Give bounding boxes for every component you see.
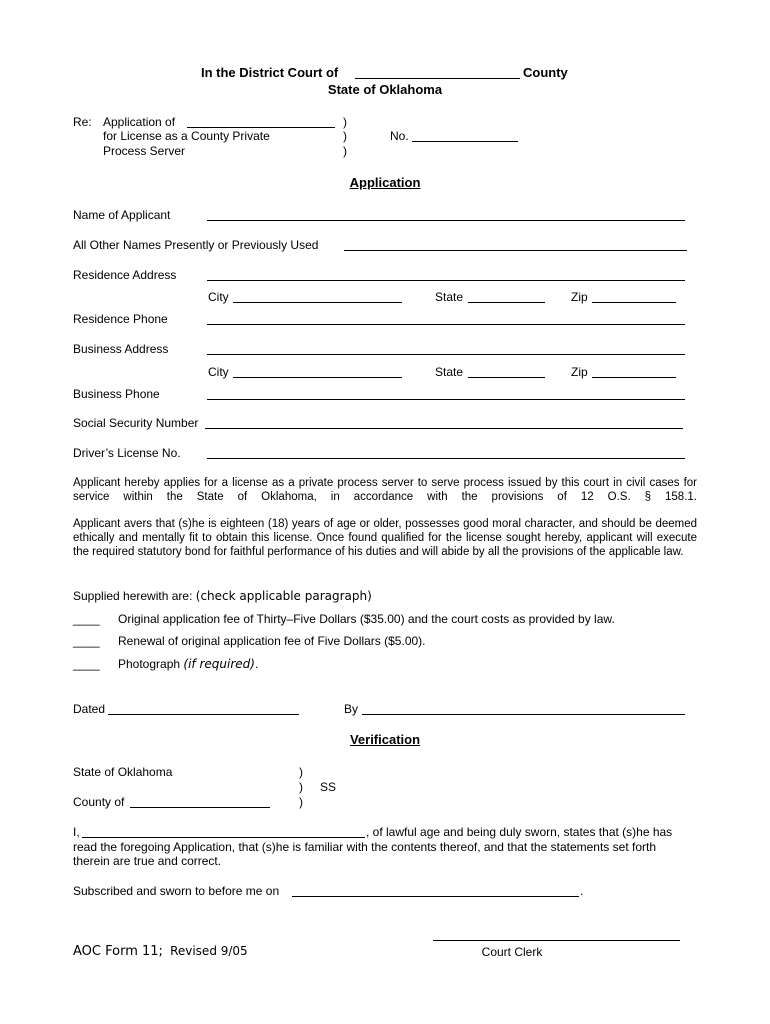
verification-paren-1: ) xyxy=(299,765,303,779)
other-names-field[interactable] xyxy=(344,250,687,251)
by-signature-field[interactable] xyxy=(362,714,685,715)
residence-address-label: Residence Address xyxy=(73,268,177,282)
affiant-statement-3: therein are true and correct. xyxy=(73,854,222,868)
re-for-license: for License as a County Private xyxy=(103,129,270,143)
affiant-name-field[interactable] xyxy=(82,837,365,838)
affiant-i-label: I, xyxy=(73,825,80,839)
drivers-license-label: Driver’s License No. xyxy=(73,446,181,460)
option-2-blank[interactable]: ____ xyxy=(73,634,100,648)
re-paren-2: ) xyxy=(343,129,347,143)
residence-address-field[interactable] xyxy=(207,280,685,281)
verification-paren-2: ) xyxy=(299,780,303,794)
business-address-field[interactable] xyxy=(207,354,685,355)
residence-city-field[interactable] xyxy=(233,302,402,303)
residence-city-label: City xyxy=(208,290,229,304)
supplied-note: (check applicable paragraph) xyxy=(195,589,372,603)
application-title: Application xyxy=(349,175,421,190)
business-address-label: Business Address xyxy=(73,342,169,356)
residence-phone-label: Residence Phone xyxy=(73,312,168,326)
verification-paren-3: ) xyxy=(299,795,303,809)
residence-state-label: State xyxy=(435,290,464,304)
business-state-label: State xyxy=(435,365,464,379)
court-clerk-label: Court Clerk xyxy=(481,945,543,959)
case-number-label: No. xyxy=(390,129,409,143)
residence-phone-field[interactable] xyxy=(207,324,685,325)
subscribed-end: . xyxy=(580,884,584,898)
business-city-field[interactable] xyxy=(233,377,402,378)
name-field[interactable] xyxy=(207,220,685,221)
ssn-label: Social Security Number xyxy=(73,416,199,430)
re-label: Re: xyxy=(73,115,92,129)
supplied-label xyxy=(73,589,372,603)
state-title: State of Oklahoma xyxy=(327,82,443,97)
re-paren-3: ) xyxy=(343,144,347,158)
subscribed-label: Subscribed and sworn to before me on xyxy=(73,884,280,898)
by-label: By xyxy=(344,702,359,716)
form-id xyxy=(73,944,248,959)
court-clerk-signature-line[interactable] xyxy=(433,940,680,941)
business-phone-field[interactable] xyxy=(207,399,685,400)
re-application-of: Application of xyxy=(103,115,176,129)
verification-state-label: State of Oklahoma xyxy=(73,765,173,779)
residence-state-field[interactable] xyxy=(468,302,545,303)
business-zip-label: Zip xyxy=(571,365,588,379)
option-3-label: Photograph xyxy=(118,657,181,671)
re-paren-1: ) xyxy=(343,115,347,129)
form-revised: Revised 9/05 xyxy=(170,944,248,958)
business-zip-field[interactable] xyxy=(592,377,676,378)
affiant-statement-2: read the foregoing Application, that (s)he is familiar with the contents thereof, and that the statements set forth xyxy=(73,840,656,854)
business-phone-label: Business Phone xyxy=(73,387,160,401)
residence-zip-field[interactable] xyxy=(592,302,676,303)
dated-field[interactable] xyxy=(108,714,299,715)
dated-label: Dated xyxy=(73,702,106,716)
court-title-suffix: County xyxy=(523,65,568,80)
ssn-field[interactable] xyxy=(205,428,683,429)
verification-title: Verification xyxy=(349,732,421,747)
drivers-license-field[interactable] xyxy=(207,458,685,459)
verification-ss-label: SS xyxy=(320,780,337,794)
option-1-text: Original application fee of Thirty–Five Dollars ($35.00) and the court costs as provided by law. xyxy=(118,612,615,626)
application-paragraph-2: Applicant avers that (s)he is eighteen (18) years of age or older, possesses good moral character, and should be deemed ethically and mentally fit to obtain this license. Once found qualified for the license sought hereby, applicant will execute the required statutory bond for faithful performance of his duties and will abide by all the provisions of the applicable law. xyxy=(73,518,697,558)
name-label: Name of Applicant xyxy=(73,208,171,222)
application-paragraph-1: Applicant hereby applies for a license as a private process server to serve process issued by this court in civil cases for service within the State of Oklahoma, in accordance with the provisions of 12 O.S. § 158.1. xyxy=(73,477,697,503)
other-names-label: All Other Names Presently or Previously Used xyxy=(73,238,319,252)
affiant-statement-1: , of lawful age and being duly sworn, states that (s)he has xyxy=(366,825,673,839)
option-3-blank[interactable]: ____ xyxy=(73,657,100,671)
option-3-end: . xyxy=(254,657,259,671)
option-3-text xyxy=(118,657,258,671)
residence-zip-label: Zip xyxy=(571,290,588,304)
case-number-field[interactable] xyxy=(412,141,518,142)
county-name-field[interactable] xyxy=(355,78,520,79)
subscribed-date-field[interactable] xyxy=(292,896,579,897)
court-title-prefix: In the District Court of xyxy=(201,65,339,80)
form-id-text: AOC Form 11; xyxy=(73,944,163,959)
supplied-label-text: Supplied herewith are: xyxy=(73,589,193,603)
option-2-text: Renewal of original application fee of Five Dollars ($5.00). xyxy=(118,634,426,648)
option-1-blank[interactable]: ____ xyxy=(73,612,100,626)
verification-county-field[interactable] xyxy=(130,807,270,808)
business-city-label: City xyxy=(208,365,229,379)
business-state-field[interactable] xyxy=(468,377,545,378)
option-3-note: (if required) xyxy=(183,657,255,671)
applicant-name-field[interactable] xyxy=(187,127,335,128)
re-process-server: Process Server xyxy=(103,144,186,158)
verification-county-label: County of xyxy=(73,795,125,809)
